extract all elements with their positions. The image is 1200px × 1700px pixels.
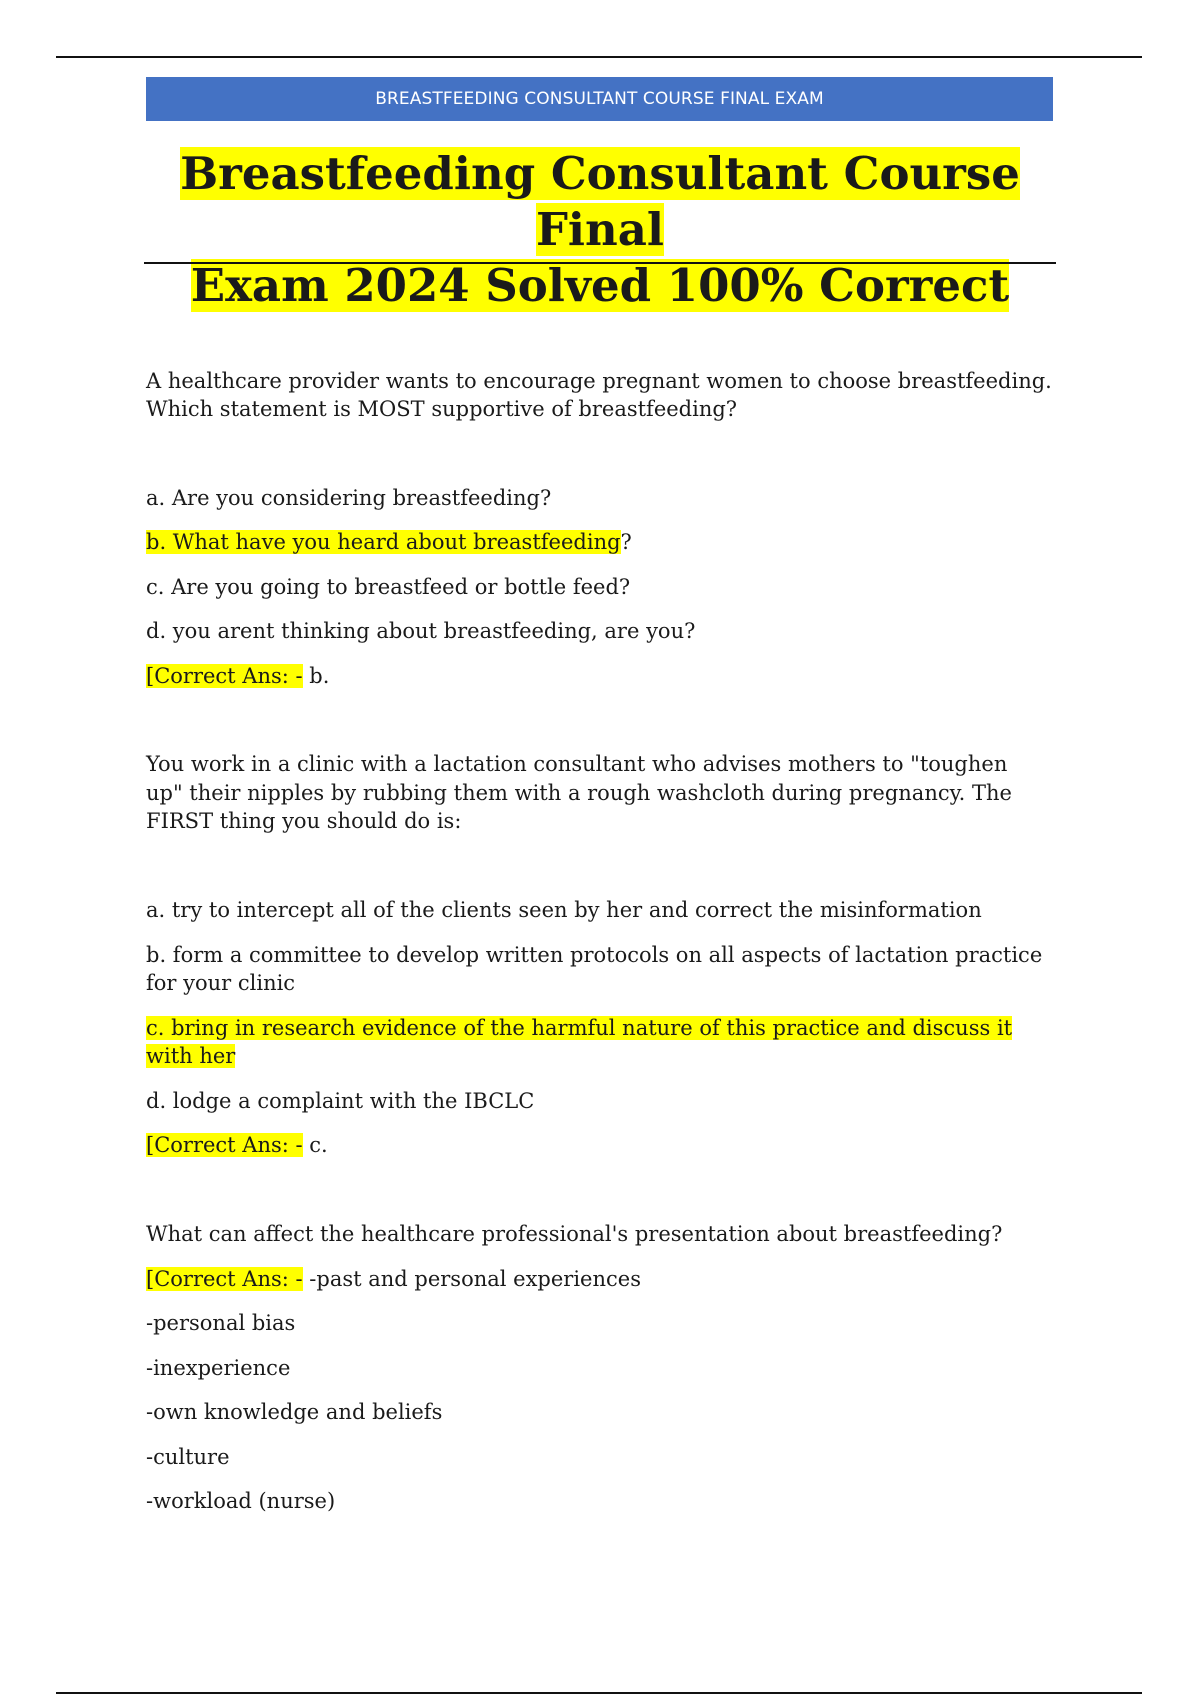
q1-option-a: a. Are you considering breastfeeding? <box>146 486 552 510</box>
q2-option-c-text-1: c. bring in research evidence of the harmful nature of this practice and discuss it <box>146 1016 1013 1040</box>
q2-option-c-line-1 <box>146 1014 1012 1043</box>
document-title <box>144 146 1056 314</box>
q2-option-d: d. lodge a complaint with the IBCLC <box>146 1089 535 1113</box>
q1-stem-line-2: Which statement is MOST supportive of breastfeeding? <box>146 397 738 421</box>
q2-answer-label: [Correct Ans: - <box>146 1133 303 1157</box>
q1-stem-line-1: A healthcare provider wants to encourage pregnant women to choose breastfeeding. <box>146 369 1052 393</box>
title-underline-rule <box>144 262 1056 264</box>
q3-item-inexperience: -inexperience <box>146 1356 291 1380</box>
q2-stem-line-1: You work in a clinic with a lactation consultant who advises mothers to "toughen <box>146 752 1008 776</box>
q2-stem-line-3: FIRST thing you should do is: <box>146 809 462 833</box>
q1-option-d: d. you arent thinking about breastfeeding, are you? <box>146 619 696 643</box>
title-line-1: Breastfeeding Consultant Course Final <box>180 147 1020 256</box>
q2-option-b-line-1: b. form a committee to develop written protocols on all aspects of lactation practice <box>146 943 1043 967</box>
q2-stem-line-2: up" their nipples by rubbing them with a rough washcloth during pregnancy. The <box>146 781 1012 805</box>
q2-answer-value: c. <box>302 1133 328 1157</box>
q1-option-b-tail: ? <box>620 530 632 554</box>
q3-correct-answer <box>146 1265 641 1294</box>
title-line-2: Exam 2024 Solved 100% Correct <box>190 259 1010 312</box>
bottom-page-rule <box>56 1692 1142 1694</box>
q2-option-a: a. try to intercept all of the clients seen by her and correct the misinformation <box>146 898 982 922</box>
q1-option-c: c. Are you going to breastfeed or bottle feed? <box>146 575 631 599</box>
q3-answer-value: -past and personal experiences <box>302 1267 641 1291</box>
header-bar-text: BREASTFEEDING CONSULTANT COURSE FINAL EXAM <box>375 89 824 109</box>
q2-correct-answer <box>146 1131 328 1160</box>
q3-item-knowledge-beliefs: -own knowledge and beliefs <box>146 1400 443 1424</box>
q1-answer-label: [Correct Ans: - <box>146 664 303 688</box>
q3-item-workload: -workload (nurse) <box>146 1489 336 1513</box>
q2-option-b-line-2: for your clinic <box>146 971 296 995</box>
q2-option-c-line-2 <box>146 1042 235 1071</box>
q1-option-b-text: b. What have you heard about breastfeeding <box>146 530 621 554</box>
q3-item-culture: -culture <box>146 1445 230 1469</box>
document-header-bar <box>146 77 1053 121</box>
q2-option-c-text-2: with her <box>146 1044 236 1068</box>
q1-option-b <box>146 528 632 557</box>
q3-stem: What can affect the healthcare professional's presentation about breastfeeding? <box>146 1222 1003 1246</box>
top-page-rule <box>56 56 1142 58</box>
q1-answer-value: b. <box>302 664 330 688</box>
q3-item-personal-bias: -personal bias <box>146 1311 296 1335</box>
q1-correct-answer <box>146 662 329 691</box>
q3-answer-label: [Correct Ans: - <box>146 1267 303 1291</box>
